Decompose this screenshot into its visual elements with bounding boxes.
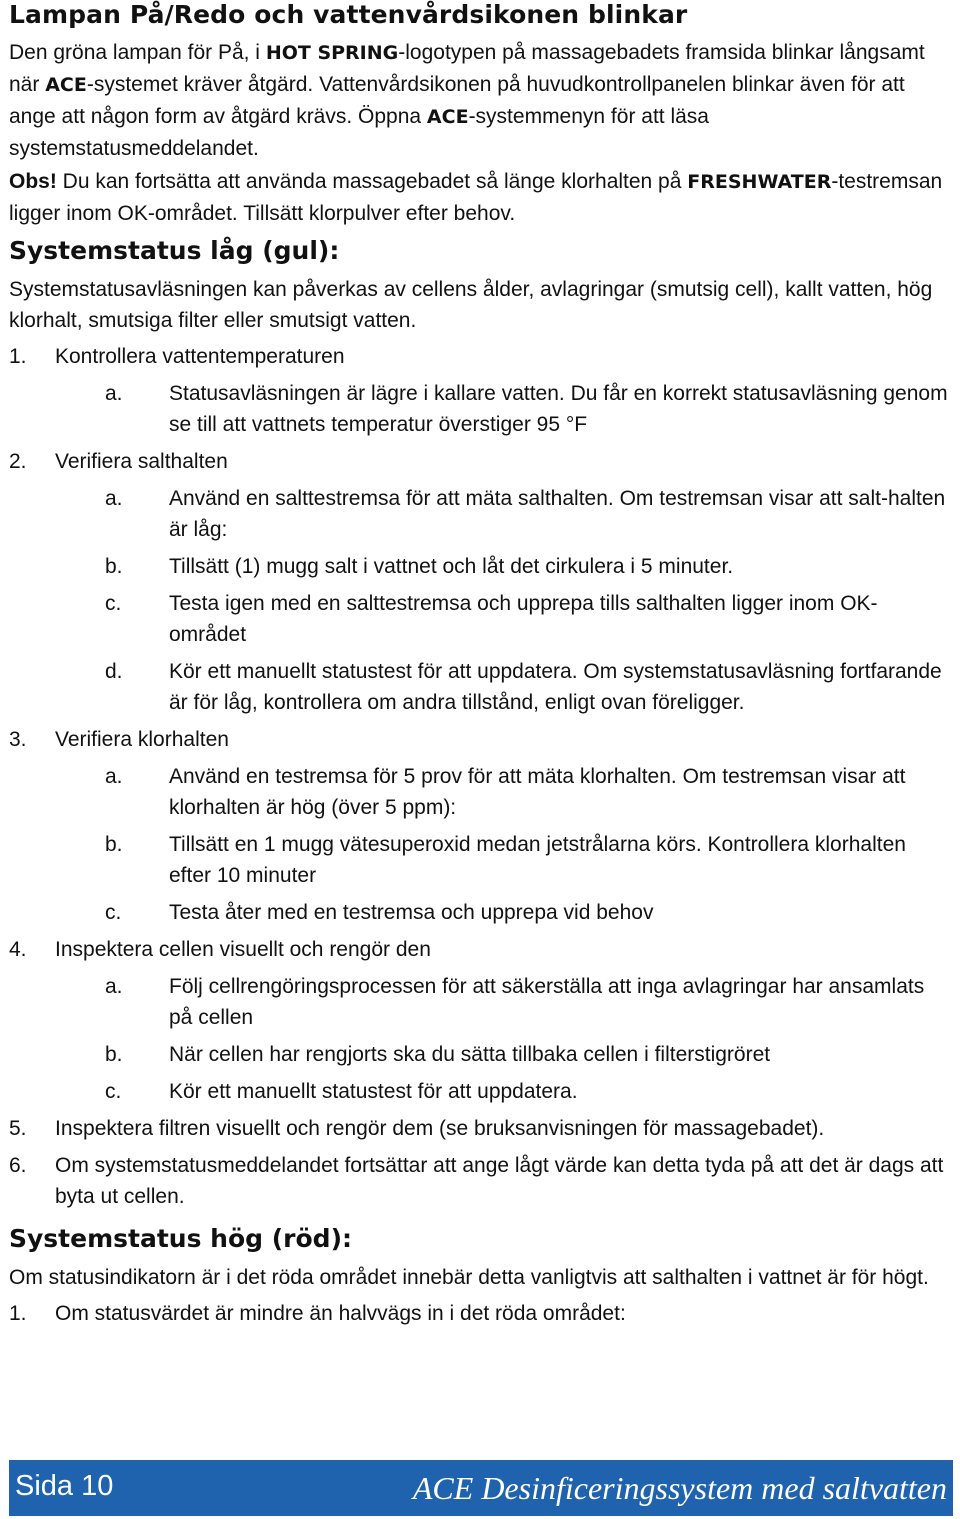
sub-list-item bbox=[9, 483, 953, 545]
intro-paragraph bbox=[9, 37, 953, 164]
sub-list-item bbox=[9, 829, 953, 891]
section-low-title: Systemstatus låg (gul): bbox=[9, 236, 340, 265]
sub-list-item bbox=[9, 761, 953, 823]
sub-list-item bbox=[9, 656, 953, 718]
list-item bbox=[9, 1113, 953, 1144]
list-item-number: 5. bbox=[9, 1117, 27, 1140]
list-item-number: 4. bbox=[9, 938, 27, 961]
brand-ace: ACE bbox=[45, 74, 87, 96]
list-item bbox=[9, 1150, 953, 1212]
obs-label: Obs! bbox=[9, 170, 57, 193]
sub-list-item-letter: a. bbox=[105, 975, 123, 998]
sub-list-item-text: Testa åter med en testremsa och upprepa vid behov bbox=[169, 901, 654, 924]
sub-list-item-letter: c. bbox=[105, 901, 122, 924]
sub-list-item-text: Kör ett manuellt statustest för att uppdatera. bbox=[169, 1080, 578, 1103]
list-item bbox=[9, 934, 953, 965]
list-item-text: Inspektera filtren visuellt och rengör dem (se bruksanvisningen för massagebadet). bbox=[55, 1117, 825, 1140]
list-item-number: 3. bbox=[9, 728, 27, 751]
sub-list-item-letter: b. bbox=[105, 833, 123, 856]
list-item-text: Om statusvärdet är mindre än halvvägs in i det röda området: bbox=[55, 1302, 626, 1325]
sub-list-item bbox=[9, 897, 953, 928]
list-item-number: 1. bbox=[9, 1302, 27, 1325]
sub-list-item-text: Använd en salttestremsa för att mäta salthalten. Om testremsan visar att salt-halten är låg: bbox=[169, 487, 946, 541]
list-item-number: 2. bbox=[9, 450, 27, 473]
sub-list-item bbox=[9, 1076, 953, 1107]
page-number: Sida 10 bbox=[15, 1470, 114, 1502]
document-page bbox=[9, 0, 953, 1335]
intro-text-3: -systemet kräver åtgärd. Vattenvårdsikonen på huvudkontrollpanelen blinkar även för att ange att någon form av åtgärd krävs. Öppna bbox=[9, 73, 905, 128]
sub-list-item-letter: a. bbox=[105, 487, 123, 510]
section-high-list bbox=[9, 1298, 953, 1329]
sub-list-item-text: Kör ett manuellt statustest för att uppdatera. Om systemstatusavläsning fortfarande är för låg, kontrollera om andra tillstånd, enligt ovan föreligger. bbox=[169, 660, 942, 714]
sub-list-item-letter: a. bbox=[105, 382, 123, 405]
footer-title: ACE Desinficeringssystem med saltvatten bbox=[412, 1470, 947, 1506]
intro-text-2: -logotypen på massagebadets framsida blinkar långsamt när bbox=[9, 41, 925, 96]
section-high-title: Systemstatus hög (röd): bbox=[9, 1224, 352, 1253]
sub-list-item-text: Statusavläsningen är lägre i kallare vatten. Du får en korrekt statusavläsning genom se till att vattnets temperatur överstiger 95 °F bbox=[169, 382, 948, 436]
list-item-number: 6. bbox=[9, 1154, 27, 1177]
list-item bbox=[9, 724, 953, 755]
list-item bbox=[9, 446, 953, 477]
list-item-number: 1. bbox=[9, 345, 27, 368]
list-item-text: Inspektera cellen visuellt och rengör den bbox=[55, 938, 431, 961]
sub-list-item bbox=[9, 1039, 953, 1070]
sub-list-item bbox=[9, 551, 953, 582]
section-high-intro: Om statusindikatorn är i det röda området innebär detta vanligtvis att salthalten i vattnet är för högt. bbox=[9, 1266, 929, 1289]
list-item-text: Verifiera salthalten bbox=[55, 450, 228, 473]
obs-text-1: Du kan fortsätta att använda massagebadet så länge klorhalten på bbox=[56, 170, 688, 193]
sub-list-item bbox=[9, 378, 953, 440]
list-item-text: Verifiera klorhalten bbox=[55, 728, 229, 751]
sub-list-item-text: Använd en testremsa för 5 prov för att mäta klorhalten. Om testremsan visar att klorhalten är hög (över 5 ppm): bbox=[169, 765, 906, 819]
sub-list-item-letter: b. bbox=[105, 1043, 123, 1066]
sub-list-item-text: Tillsätt (1) mugg salt i vattnet och låt det cirkulera i 5 minuter. bbox=[169, 555, 734, 578]
section-low-intro: Systemstatusavläsningen kan påverkas av cellens ålder, avlagringar (smutsig cell), kallt vatten, hög klorhalt, smutsiga filter eller smutsigt vatten. bbox=[9, 278, 933, 332]
list-item bbox=[9, 1298, 953, 1329]
intro-text-4: -systemmenyn för att läsa systemstatusmeddelandet. bbox=[9, 105, 709, 160]
sub-list-item-letter: c. bbox=[105, 592, 122, 615]
list-item-text: Kontrollera vattentemperaturen bbox=[55, 345, 345, 368]
sub-list-item bbox=[9, 588, 953, 650]
sub-list-item-letter: c. bbox=[105, 1080, 122, 1103]
sub-list-item-text: Tillsätt en 1 mugg vätesuperoxid medan jetstrålarna körs. Kontrollera klorhalten efter 10 minuter bbox=[169, 833, 906, 887]
section-low-list bbox=[9, 341, 953, 1212]
intro-text-1: Den gröna lampan för På, i bbox=[9, 41, 266, 64]
sub-list-item bbox=[9, 971, 953, 1033]
list-item-text: Om systemstatusmeddelandet fortsättar att ange lågt värde kan detta tyda på att det är dags att byta ut cellen. bbox=[55, 1154, 944, 1208]
brand-freshwater: FRESHWATER bbox=[687, 171, 832, 193]
sub-list-item-text: Följ cellrengöringsprocessen för att säkerställa att inga avlagringar har ansamlats på cellen bbox=[169, 975, 925, 1029]
brand-hot-spring: HOT SPRING bbox=[265, 42, 399, 64]
list-item bbox=[9, 341, 953, 372]
obs-note bbox=[9, 166, 953, 229]
page-heading: Lampan På/Redo och vattenvårdsikonen blinkar bbox=[9, 0, 688, 29]
page-footer bbox=[9, 1460, 953, 1516]
sub-list-item-letter: a. bbox=[105, 765, 123, 788]
sub-list-item-text: Testa igen med en salttestremsa och upprepa tills salthalten ligger inom OK-området bbox=[169, 592, 878, 646]
sub-list-item-text: När cellen har rengjorts ska du sätta tillbaka cellen i filterstigröret bbox=[169, 1043, 771, 1066]
sub-list-item-letter: b. bbox=[105, 555, 123, 578]
sub-list-item-letter: d. bbox=[105, 660, 123, 683]
obs-text-2: -testremsan ligger inom OK-området. Tillsätt klorpulver efter behov. bbox=[9, 170, 943, 225]
brand-ace-2: ACE bbox=[426, 106, 469, 128]
